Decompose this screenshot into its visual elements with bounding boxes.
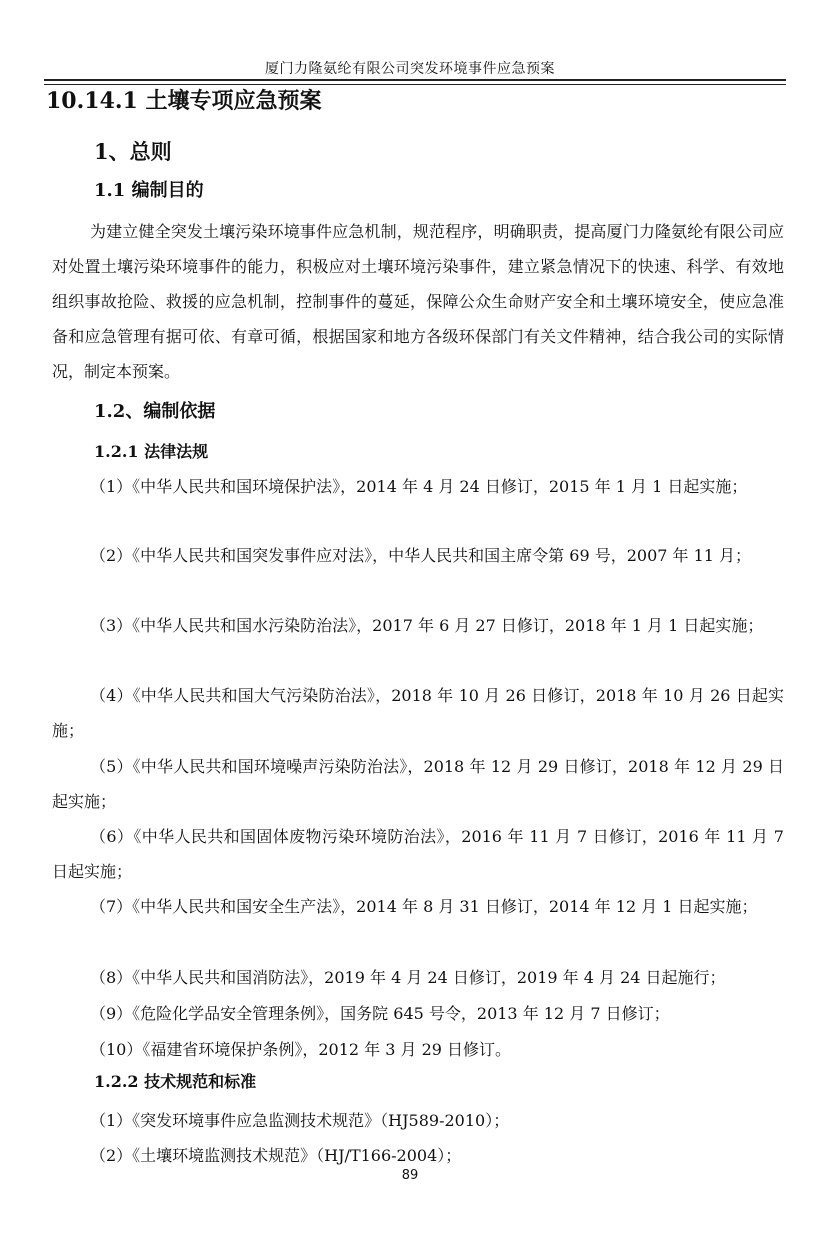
section-heading-general: 1、总则 (94, 139, 172, 164)
purpose-paragraph: 为建立健全突发土壤污染环境事件应急机制，规范程序，明确职责，提高厦门力隆氨纶有限公司应对处置土壤污染环境事件的能力，积极应对土壤环境污染事件，建立紧急情况下的快速、科学、有效地组织事故抢险、救援的应急机制，控制事件的蔓延，保障公众生命财产安全和土壤环境安全，使应急准备和应急管理有据可依、有章可循，根据国家和地方各级环保部门有关文件精神，结合我公司的实际情况，制定本预案。 (52, 222, 784, 381)
law-item: （1）《中华人民共和国环境保护法》，2014 年 4 月 24 日修订，2015 年 1 月 1 日起实施； (90, 477, 748, 496)
page-header: 厦门力隆氨纶有限公司突发环境事件应急预案 (265, 61, 555, 77)
law-item: （2）《中华人民共和国突发事件应对法》，中华人民共和国主席令第 69 号，2007 年 11 月； (90, 546, 752, 565)
section-heading-standards: 1.2.2 技术规范和标准 (94, 1072, 257, 1091)
document-title: 10.14.1 土壤专项应急预案 (46, 88, 322, 114)
section-heading-laws: 1.2.1 法律法规 (94, 442, 209, 461)
section-heading-basis: 1.2、编制依据 (94, 401, 216, 422)
standard-item: （1）《突发环境事件应急监测技术规范》（HJ589-2010）； (90, 1111, 510, 1130)
law-item: （6）《中华人民共和国固体废物污染环境防治法》，2016 年 11 月 7 日修订，2016 年 11 月 7 日起实施； (52, 827, 784, 881)
law-item: （10）《福建省环境保护条例》，2012 年 3 月 29 日修订。 (90, 1040, 512, 1059)
law-item: （3）《中华人民共和国水污染防治法》，2017 年 6 月 27 日修订，2018 年 1 月 1 日起实施； (90, 616, 764, 635)
page-number: 89 (401, 1168, 419, 1183)
law-item: （4）《中华人民共和国大气污染防治法》，2018 年 10 月 26 日修订，2018 年 10 月 26 日起实施； (52, 686, 784, 740)
law-item: （5）《中华人民共和国环境噪声污染防治法》，2018 年 12 月 29 日修订，2018 年 12 月 29 日起实施； (52, 757, 784, 811)
law-item: （9）《危险化学品安全管理条例》，国务院 645 号令，2013 年 12 月 7 日修订； (90, 1004, 670, 1023)
law-item: （8）《中华人民共和国消防法》，2019 年 4 月 24 日修订，2019 年 4 月 24 日起施行； (90, 968, 726, 987)
standard-item: （2）《土壤环境监测技术规范》（HJ/T166-2004）； (90, 1146, 462, 1165)
header-rule-thick (44, 79, 786, 81)
section-heading-purpose: 1.1 编制目的 (94, 180, 204, 201)
law-item: （7）《中华人民共和国安全生产法》，2014 年 8 月 31 日修订，2014 年 12 月 1 日起实施； (90, 897, 758, 916)
